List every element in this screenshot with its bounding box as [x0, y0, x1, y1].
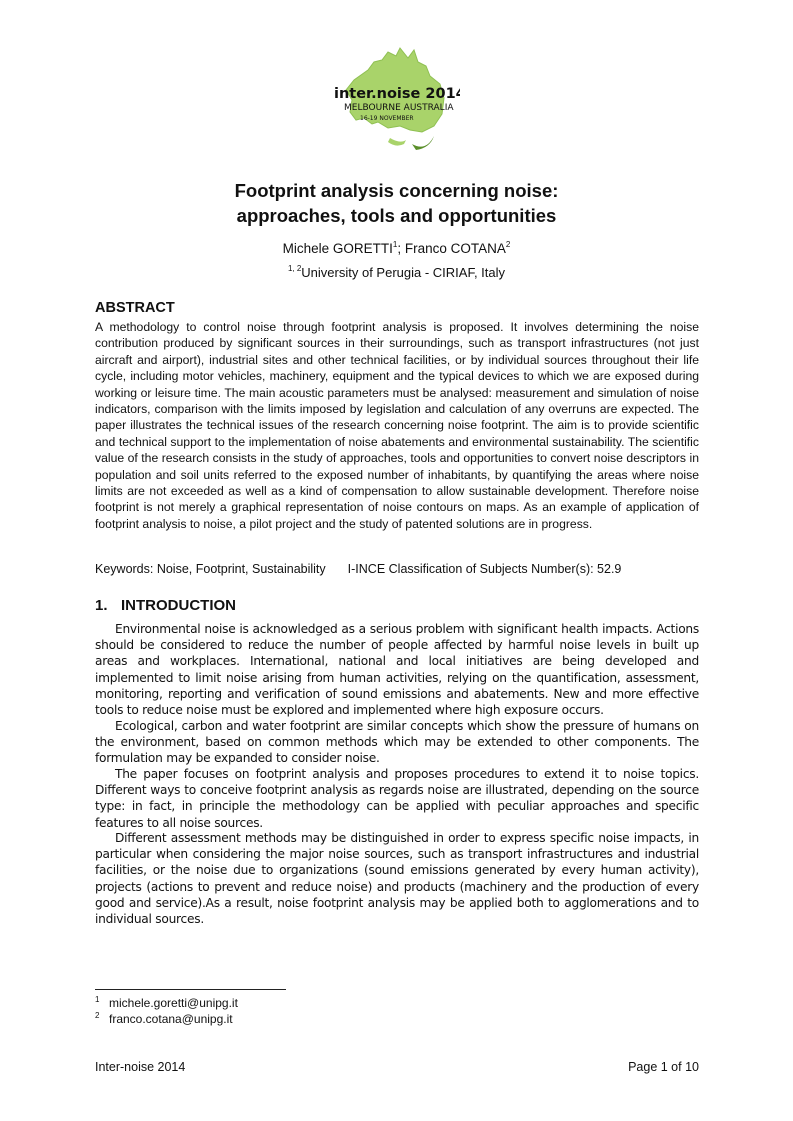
- conference-logo: [330, 40, 460, 162]
- section-number: 1.: [95, 597, 108, 614]
- section-heading-introduction: [95, 597, 236, 614]
- footer-conference: Inter-noise 2014: [95, 1060, 186, 1074]
- keywords-text: Keywords: Noise, Footprint, Sustainability: [95, 562, 326, 576]
- footnote-1-email: michele.goretti@unipg.it: [109, 996, 238, 1010]
- logo-line1: inter.noise 2014: [334, 86, 460, 102]
- abstract-heading: ABSTRACT: [95, 300, 175, 316]
- section-title: INTRODUCTION: [121, 597, 236, 614]
- keywords-line: [95, 562, 621, 576]
- title-line2: approaches, tools and opportunities: [236, 205, 557, 226]
- affiliation-text: University of Perugia - CIRIAF, Italy: [301, 265, 506, 280]
- footnote-2: [95, 1011, 233, 1026]
- author-separator: ;: [397, 241, 405, 256]
- footnote-divider: [95, 989, 286, 990]
- author-list: [0, 240, 793, 256]
- footnote-2-num: 2: [95, 1011, 100, 1020]
- abstract-text: A methodology to control noise through footprint analysis is proposed. It involves determining the noise contribution produced by significant sources in their surroundings, such as transport infrastructures (not just aircraft and airport), industrial sites and other technical facilities, or by individual sources throughout their life cycle, including motor vehicles, machinery, equipment and the typical devices to which we are exposed during working or leisure time. The main acoustic parameters must be analysed: measurement and simulation of noise indicators, comparison with the limits imposed by legislation and calculation of any overruns are expected. The paper illustrates the technical issues of the research concerning noise footprint. The aim is to provide scientific and technical support to the implementation of noise abatements and environmental sustainability. The scientific value of the research consists in the study of approaches, tools and opportunities to convert noise descriptors in population and soil units referred to the exposed number of inhabitants, by quantifying the areas where noise limits are not exceeded as well as a kind of compensation to allow sustainable development. Therefore noise footprint is not merely a graphical representation of noise contours on maps. As an example of application of footprint analysis to noise, a pilot project and the study of patented solutions are in progress.: [95, 320, 699, 531]
- footnote-2-email: franco.cotana@unipg.it: [109, 1012, 233, 1026]
- author-1-sup: 1: [392, 240, 398, 249]
- intro-paragraph-2: Ecological, carbon and water footprint are similar concepts which show the pressure of humans on the environment, based on common methods which may be extended to other components. The formulation may be expanded to consider noise.: [95, 719, 699, 766]
- author-1: Michele GORETTI: [282, 241, 393, 256]
- intro-paragraph-1: Environmental noise is acknowledged as a serious problem with significant health impacts. Actions should be considered to reduce the number of people affected by harmful noise levels in built up areas and workplaces. International, national and local initiatives are being developed and implemented to limit noise arising from human activities, relying on the quantification, assessment, monitoring, reporting and verification of sound emissions and abatements. New and more effective tools to reduce noise must be explored and implemented where high exposure occurs.: [95, 622, 699, 718]
- intro-paragraph-3: The paper focuses on footprint analysis and proposes procedures to extend it to noise topics. Different ways to conceive footprint analysis as regards noise are illustrated, depending on the source type: in fact, in principle the methodology can be applied with peculiar approaches and specific features to all noise sources.: [95, 767, 699, 830]
- affiliation-sup: 1, 2: [287, 264, 302, 273]
- title-line1: Footprint analysis concerning noise:: [234, 180, 559, 201]
- footer-page-number: Page 1 of 10: [628, 1060, 699, 1074]
- footnote-1-num: 1: [95, 995, 100, 1004]
- classification-text: I-INCE Classification of Subjects Number(s): 52.9: [347, 562, 622, 576]
- paper-title: [0, 178, 793, 228]
- author-2: Franco COTANA: [404, 241, 506, 256]
- australia-map-icon: [330, 40, 460, 162]
- affiliation: [0, 264, 793, 280]
- logo-line3: 16-19 NOVEMBER: [360, 115, 414, 122]
- author-2-sup: 2: [505, 240, 511, 249]
- intro-paragraph-4: Different assessment methods may be distinguished in order to express specific noise impacts, in particular when considering the major noise sources, such as transport infrastructures and industrial facilities, or the noise due to organizations (sound emissions generated by every human activity), projects (actions to prevent and reduce noise) and products (machinery and the production of every good and service).As a result, noise footprint analysis may be applied both to agglomerations and to individual sources.: [95, 831, 699, 927]
- footnote-1: [95, 995, 238, 1010]
- logo-line2: MELBOURNE AUSTRALIA: [344, 103, 454, 113]
